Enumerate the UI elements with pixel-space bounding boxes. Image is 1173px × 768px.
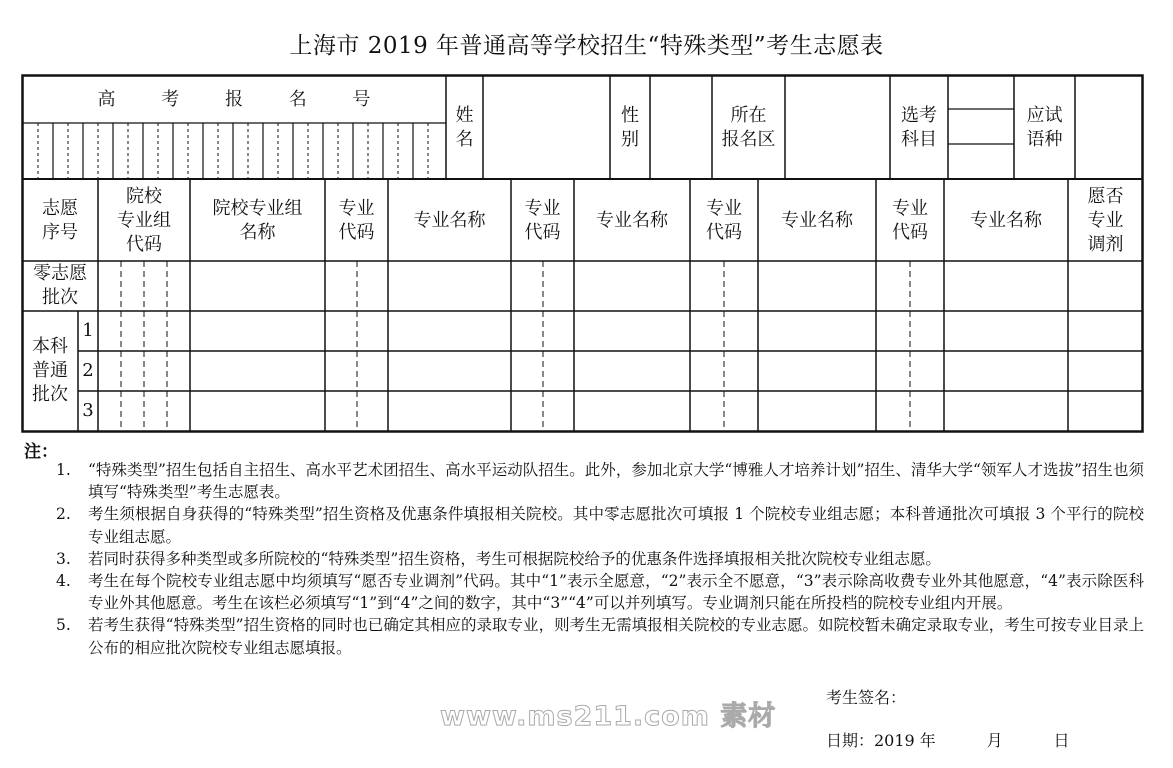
note-text: 若考生获得“特殊类型”招生资格的同时也已确定其相应的录取专业，则考生无需填报相关院校的专业志愿。如院校暂未确定录取专业，考生可按专业目录上公布的相应批次院校专业组志愿填报。 [88, 616, 1144, 657]
signature-label: 考生签名： [826, 688, 907, 707]
note-item: 4. 考生在每个院校专业组志愿中均须填写“愿否专业调剂”代码。其中“1”表示全愿意，“2”表示全不愿意，“3”表示除高收费专业外其他愿意，“4”表示除医科专业外其他愿意。考生在该栏必须填写“1”到“4”之间的数字，其中“3”“4”可以并列填写。专业调剂只能在所投档的院校专业组内开展。 [52, 570, 1144, 614]
name-label: 姓 名 [455, 104, 474, 150]
date-label: 日期：2019 年 月 日 [826, 731, 1070, 750]
note-text: 考生须根据自身获得的“特殊类型”招生资格及优惠条件填报相关院校。其中零志愿批次可填报 1 个院校专业组志愿；本科普通批次可填报 3 个平行的院校专业组志愿。 [88, 505, 1144, 546]
group-code-column-header: 院校 专业组 代码 [117, 185, 171, 255]
regular-batch-number: 2 [82, 360, 94, 381]
district-field[interactable] [785, 76, 890, 179]
note-item: 2. 考生须根据自身获得的“特殊类型”招生资格及优惠条件填报相关院校。其中零志愿批次可填报 1 个院校专业组志愿；本科普通批次可填报 3 个平行的院校专业组志愿。 [52, 503, 1144, 547]
major-code-column-header: 专业 代码 [524, 197, 561, 243]
zero-batch-row-label: 零志愿 批次 [33, 263, 87, 308]
district-label: 所在 报名区 [721, 104, 776, 150]
regular-batch-number: 3 [82, 400, 94, 421]
gender-label: 性 别 [621, 104, 639, 150]
group-name-column-header: 院校专业组 名称 [212, 197, 303, 243]
gender-field[interactable] [650, 76, 712, 179]
exam-number-label: 高 考 报 名 号 [97, 88, 391, 110]
note-text: 考生在每个院校专业组志愿中均须填写“愿否专业调剂”代码。其中“1”表示全愿意，“2”表示全不愿意，“3”表示除高收费专业外其他愿意，“4”表示除医科专业外其他愿意。考生在该栏必须填写“1”到“4”之间的数字，其中“3”“4”可以并列填写。专业调剂只能在所投档的院校专业组内开展。 [88, 572, 1144, 613]
watermark: www.ms211.com 素材 [440, 701, 777, 732]
form-title: 上海市 2019 年普通高等学校招生“特殊类型”考生志愿表 [289, 33, 884, 59]
note-text: “特殊类型”招生包括自主招生、高水平艺术团招生、高水平运动队招生。此外，参加北京大学“博雅人才培养计划”招生、清华大学“领军人才选拔”招生也须填写“特殊类型”考生志愿表。 [88, 461, 1144, 502]
order-column-header: 志愿 序号 [42, 197, 78, 243]
regular-batch-row-label: 本科 普通 批次 [32, 336, 68, 405]
major-name-column-header: 专业名称 [413, 209, 486, 231]
adjust-column-header: 愿否 专业 调剂 [1087, 185, 1124, 255]
major-name-column-header: 专业名称 [781, 209, 853, 231]
note-item: 1. “特殊类型”招生包括自主招生、高水平艺术团招生、高水平运动队招生。此外，参加北京大学“博雅人才培养计划”招生、清华大学“领军人才选拔”招生也须填写“特殊类型”考生志愿表。 [52, 459, 1144, 503]
notes-title: 注： [24, 442, 58, 462]
subjects-label: 选考 科目 [901, 104, 937, 150]
language-field[interactable] [1075, 76, 1143, 179]
code-digit-dividers [121, 261, 910, 431]
note-item: 3. 若同时获得多种类型或多所院校的“特殊类型”招生资格，考生可根据院校给予的优惠条件选择填报相关批次院校专业组志愿。 [52, 548, 1144, 570]
name-field[interactable] [483, 76, 610, 179]
notes-list [52, 459, 1144, 659]
major-code-column-header: 专业 代码 [338, 197, 375, 243]
regular-batch-number: 1 [82, 320, 94, 341]
major-name-column-header: 专业名称 [596, 209, 668, 231]
major-name-column-header: 专业名称 [970, 209, 1042, 231]
major-code-column-header: 专业 代码 [892, 197, 928, 243]
major-code-column-header: 专业 代码 [706, 197, 742, 243]
note-item: 5. 若考生获得“特殊类型”招生资格的同时也已确定其相应的录取专业，则考生无需填报相关院校的专业志愿。如院校暂未确定录取专业，考生可按专业目录上公布的相应批次院校专业组志愿填报。 [52, 614, 1144, 658]
exam-number-boxes [53, 123, 413, 179]
subject-slots [948, 109, 1014, 144]
language-label: 应试 语种 [1026, 104, 1063, 150]
note-text: 若同时获得多种类型或多所院校的“特殊类型”招生资格，考生可根据院校给予的优惠条件选择填报相关批次院校专业组志愿。 [88, 549, 941, 568]
